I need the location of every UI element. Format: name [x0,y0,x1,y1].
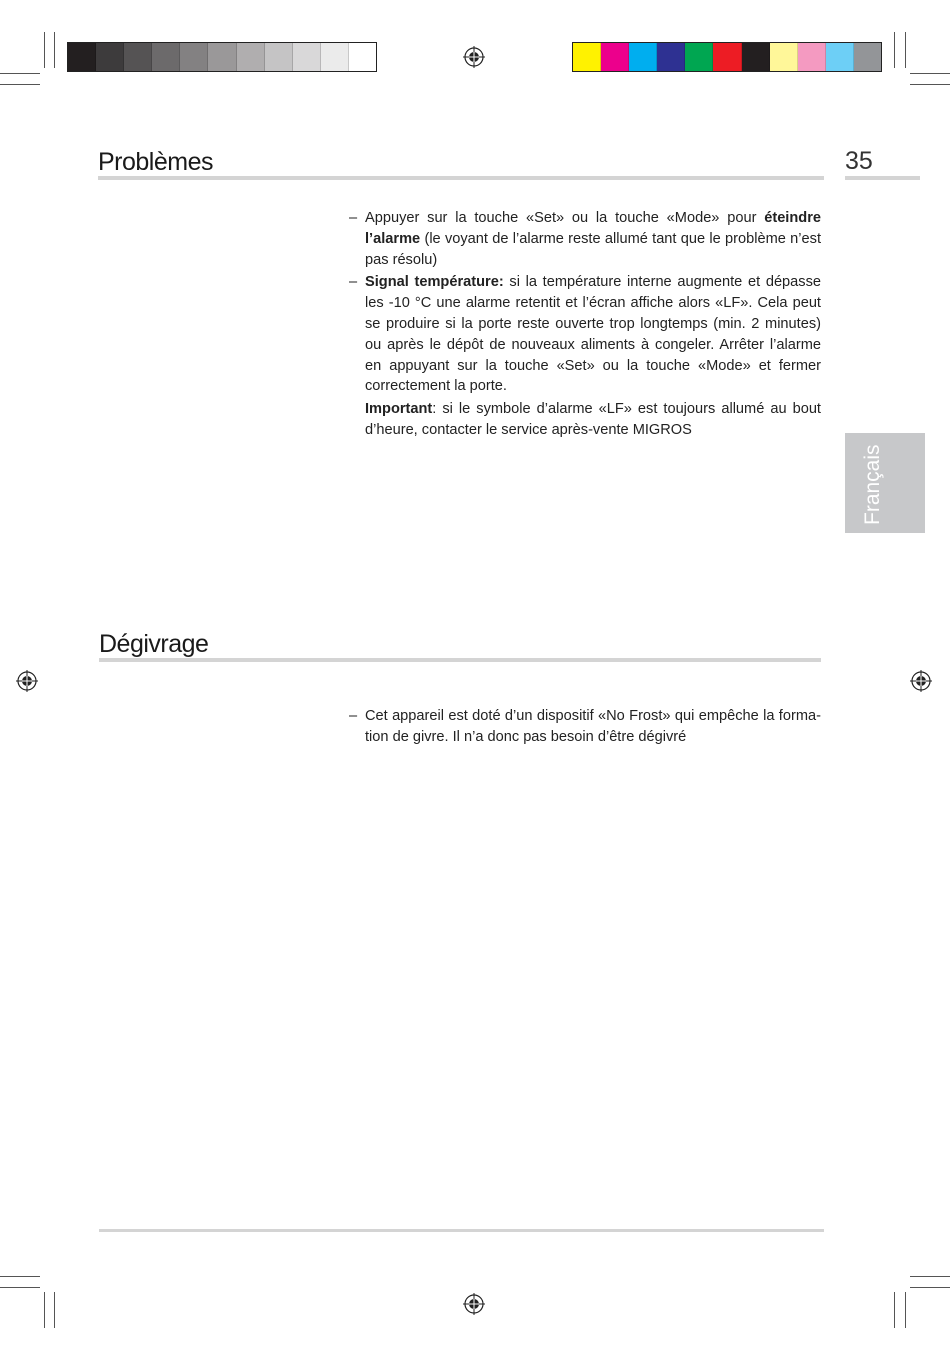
important-note [365,399,821,441]
crop-mark [0,73,40,74]
gray-swatch [321,43,349,71]
color-swatch [798,43,826,71]
list-dash: – [349,274,358,291]
gray-swatch [208,43,236,71]
page-number: 35 [845,147,873,175]
crop-mark [910,1276,950,1277]
crop-mark [905,1292,906,1328]
item-text: Appuyer sur la touche «Set» ou la touche «Mode» pour [365,210,765,226]
registration-mark-icon [910,670,932,692]
crop-mark [44,1292,45,1328]
gray-swatch [124,43,152,71]
color-swatch [601,43,629,71]
crop-mark [0,1287,40,1288]
section-rule [98,176,824,180]
crop-mark [0,84,40,85]
list-item [349,208,821,270]
item-text: (le voyant de l’alarme reste allumé tant que le problème n’est pas résolu) [365,230,821,268]
item-bold: éteindre l’alarme [365,210,821,247]
problems-body [349,208,822,443]
important-label: Important [365,401,433,418]
page-number-rule [845,176,920,180]
crop-mark [54,1292,55,1328]
language-tab [845,433,925,533]
registration-mark-icon [16,670,38,692]
color-swatch [685,43,713,71]
crop-mark [54,32,55,68]
color-swatch [713,43,741,71]
list-dash: – [349,708,358,724]
color-swatch [573,43,601,71]
crop-mark [894,32,895,68]
footer-rule [99,1229,824,1232]
gray-calibration-bar [67,42,377,72]
list-item [349,706,821,748]
crop-mark [894,1292,895,1328]
gray-swatch [96,43,124,71]
item-text: si la température interne augmente et dépasse les -10 °C une alarme retentit et l’écran affiche alors «LF». Cela peut se produire si la porte reste ouverte trop longtemps (min. 2 minutes) ou après le dépôt de nouveaux aliments à congeler. Arrêter l’alarme en appuyant sur la touche «Set» ou la touche «Mode» et fermer correctement la porte. [365,274,822,395]
list-item [349,272,822,397]
crop-mark [905,32,906,68]
color-swatch [657,43,685,71]
gray-swatch [237,43,265,71]
gray-swatch [68,43,96,71]
item-bold: Signal température: [365,274,504,291]
gray-swatch [152,43,180,71]
crop-mark [910,84,950,85]
color-swatch [826,43,854,71]
item-text: Cet appareil est doté d’un dispositif «No Frost» qui empêche la formation de givre. Il n’a donc pas besoin d’être dégivré [365,708,821,745]
gray-swatch [293,43,321,71]
gray-swatch [265,43,293,71]
important-text: : si le symbole d’alarme «LF» est toujours allumé au bout d’heure, contacter le service après-vente MIGROS [365,401,821,438]
section-rule [99,658,821,662]
language-tab-label: Français [861,444,884,525]
crop-mark [910,73,950,74]
crop-mark [0,1276,40,1277]
color-swatch [742,43,770,71]
color-swatch [629,43,657,71]
color-swatch [854,43,881,71]
color-calibration-bar [572,42,882,72]
gray-swatch [349,43,376,71]
gray-swatch [180,43,208,71]
section-title-defrost: Dégivrage [99,630,209,658]
defrost-body [349,706,821,750]
crop-mark [44,32,45,68]
registration-mark-icon [463,46,485,68]
color-swatch [770,43,798,71]
section-title-problems: Problèmes [98,148,213,176]
list-dash: – [349,210,358,226]
registration-mark-icon [463,1293,485,1315]
crop-mark [910,1287,950,1288]
